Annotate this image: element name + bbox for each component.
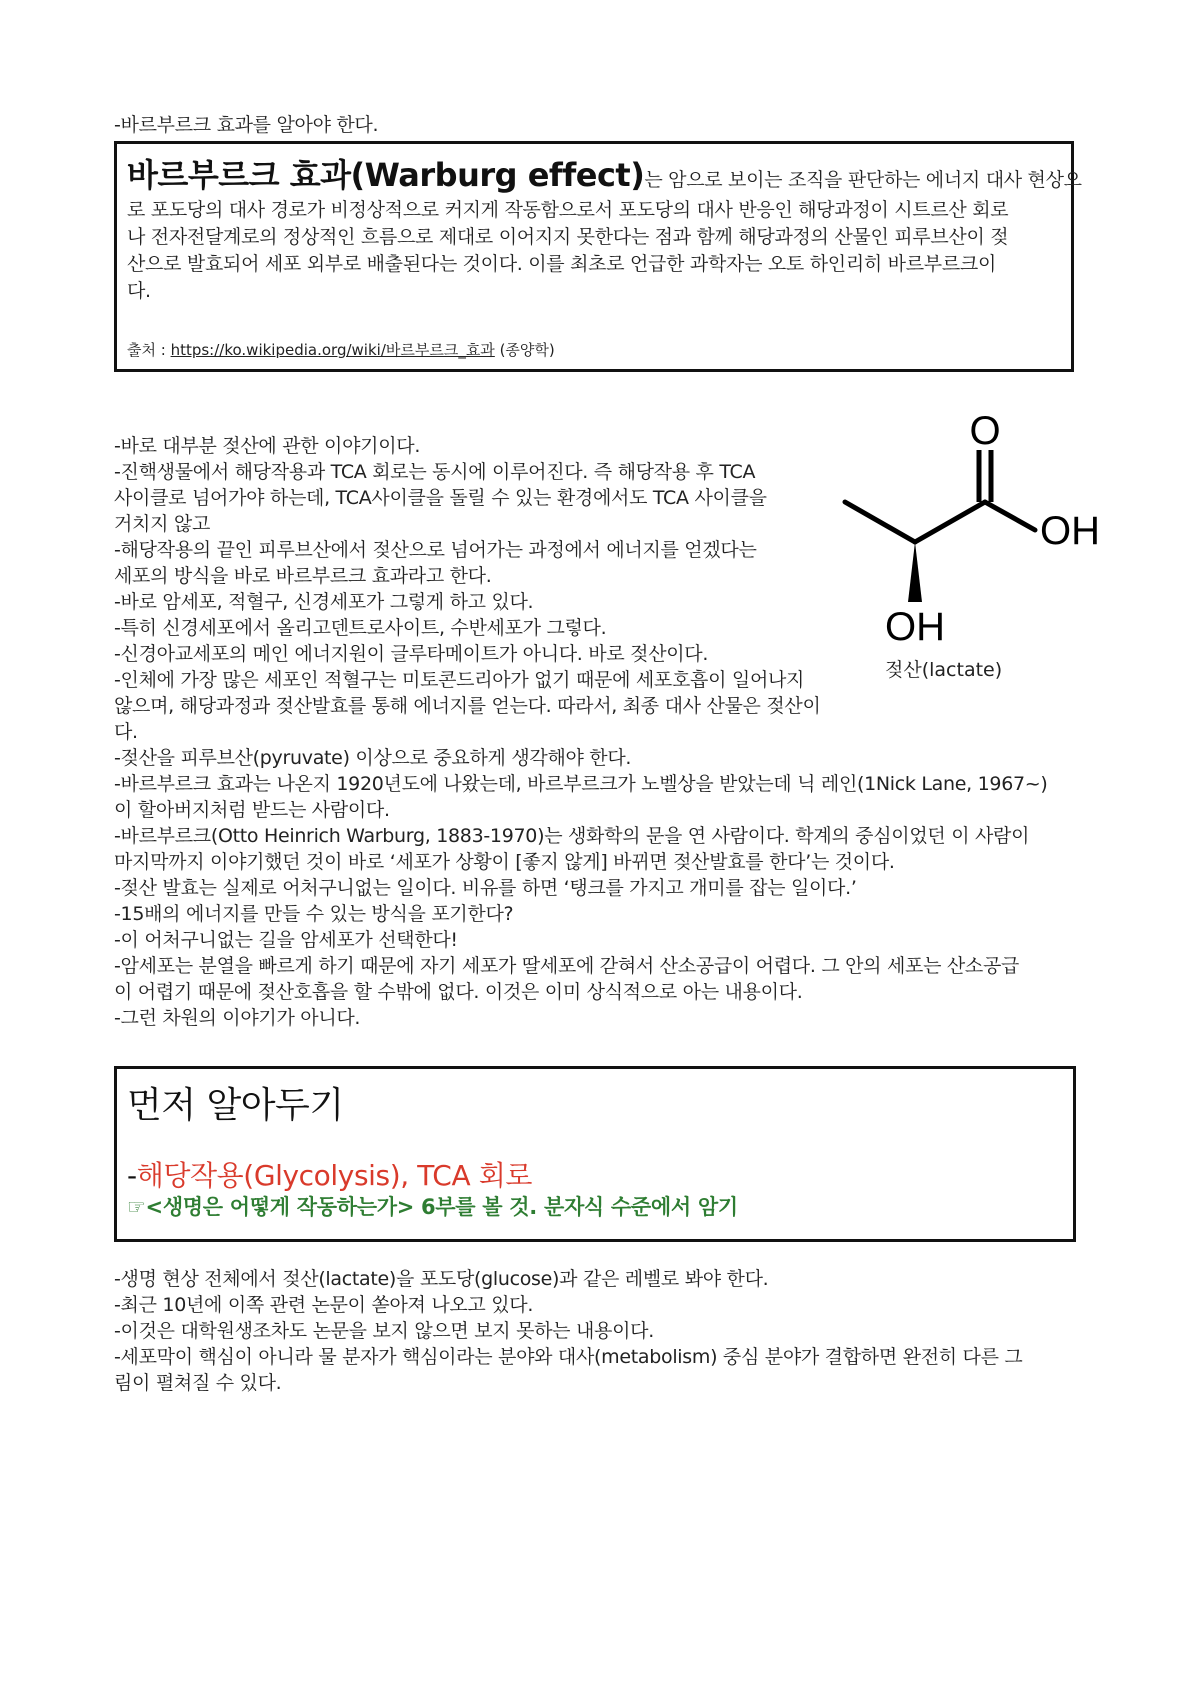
lactate-structure-diagram bbox=[835, 412, 1100, 652]
bottom-notes bbox=[114, 1266, 1022, 1396]
note-line: -15배의 에너지를 만들 수 있는 방식을 포기한다? bbox=[114, 903, 514, 925]
note-line: 이 어렵기 때문에 젖산호흡을 할 수밖에 없다. 이것은 이미 상식적으로 아는 내용이다. bbox=[114, 981, 803, 1003]
hydroxyl-right-label: OH bbox=[1040, 509, 1100, 553]
note-line: -암세포는 분열을 빠르게 하기 때문에 자기 세포가 딸세포에 갇혀서 산소공급이 어렵다. 그 안의 세포는 산소공급 bbox=[114, 955, 1020, 977]
note-line: -신경아교세포의 메인 에너지원이 글루타메이트가 아니다. 바로 젖산이다. bbox=[114, 643, 709, 665]
source-citation bbox=[127, 339, 555, 360]
lactate-caption: 젖산(lactate) bbox=[885, 659, 1003, 681]
note-line: -바르부르크(Otto Heinrich Warburg, 1883-1970)는 생화학의 문을 연 사람이다. 학계의 중심이었던 이 사람이 bbox=[114, 825, 1030, 847]
note-line: -해당작용의 끝인 피루브산에서 젖산으로 넘어가는 과정에서 에너지를 얻겠다는 bbox=[114, 539, 757, 561]
note-line: -생명 현상 전체에서 젖산(lactate)을 포도당(glucose)과 같은 레벨로 봐야 한다. bbox=[114, 1268, 769, 1290]
note-line: -젖산을 피루브산(pyruvate) 이상으로 중요하게 생각해야 한다. bbox=[114, 747, 632, 769]
intro-line: -바르부르크 효과를 알아야 한다. bbox=[114, 114, 379, 136]
note-line: -최근 10년에 이쪽 관련 논문이 쏟아져 나오고 있다. bbox=[114, 1294, 534, 1316]
source-link[interactable]: https://ko.wikipedia.org/wiki/바르부르크_효과 bbox=[170, 341, 495, 359]
source-suffix: (종양학) bbox=[494, 341, 555, 359]
oxygen-label: O bbox=[969, 412, 1001, 453]
note-line: -이것은 대학원생조차도 논문을 보지 않으면 보지 못하는 내용이다. bbox=[114, 1320, 654, 1342]
definition-first-line bbox=[127, 156, 1082, 197]
first-to-know-title: 먼저 알아두기 bbox=[127, 1085, 344, 1126]
definition-line-3: 나 전자전달계로의 정상적인 흐름으로 제대로 이어지지 못한다는 점과 함께 해당과정의 산물인 피루브산이 젖 bbox=[127, 226, 1009, 248]
note-line: 다. bbox=[114, 721, 138, 743]
topic-dash: - bbox=[127, 1159, 137, 1192]
source-label: 출처 : bbox=[127, 341, 171, 359]
note-line: -바로 대부분 젖산에 관한 이야기이다. bbox=[114, 435, 421, 457]
definition-term: 바르부르크 효과(Warburg effect) bbox=[127, 156, 645, 194]
bond-hydroxyl-right bbox=[985, 502, 1035, 530]
first-to-know-note: ☞<생명은 어떻게 작동하는가> 6부를 볼 것. 분자식 수준에서 암기 bbox=[127, 1195, 738, 1219]
bond-methyl bbox=[845, 502, 915, 542]
note-line: 사이클로 넘어가야 하는데, TCA사이클을 돌릴 수 있는 환경에서도 TCA 사이클을 bbox=[114, 487, 767, 509]
definition-line-5: 다. bbox=[127, 280, 151, 302]
note-line: -진핵생물에서 해당작용과 TCA 회로는 동시에 이루어진다. 즉 해당작용 후 TCA bbox=[114, 461, 756, 483]
definition-line-1: 는 암으로 보이는 조직을 판단하는 에너지 대사 현상으 bbox=[644, 169, 1082, 191]
definition-box bbox=[114, 141, 1082, 372]
note-line: 거치지 않고 bbox=[114, 513, 211, 535]
definition-line-2: 로 포도당의 대사 경로가 비정상적으로 커지게 작동함으로서 포도당의 대사 반응인 해당과정이 시트르산 회로 bbox=[127, 199, 1009, 221]
note-line: 마지막까지 이야기했던 것이 바로 ‘세포가 상황이 [좋지 않게] 바뀌면 젖산발효를 한다’는 것이다. bbox=[114, 851, 895, 873]
first-to-know-box bbox=[114, 1066, 1076, 1242]
note-line: -바르부르크 효과는 나온지 1920년도에 나왔는데, 바르부르크가 노벨상을 받았는데 닉 레인(1Nick Lane, 1967~) bbox=[114, 773, 1048, 795]
definition-line-4: 산으로 발효되어 세포 외부로 배출된다는 것이다. 이를 최초로 언급한 과학자는 오토 하인리히 바르부르크이 bbox=[127, 253, 996, 275]
bond-carboxyl bbox=[915, 502, 985, 542]
topic-glycolysis-tca: 해당작용(Glycolysis), TCA 회로 bbox=[136, 1159, 533, 1192]
note-line: -젖산 발효는 실제로 어처구니없는 일이다. 비유를 하면 ‘탱크를 가지고 개미를 잡는 일이다.’ bbox=[114, 877, 857, 899]
note-line: -이 어처구니없는 길을 암세포가 선택한다! bbox=[114, 929, 458, 951]
note-line: -바로 암세포, 적혈구, 신경세포가 그렇게 하고 있다. bbox=[114, 591, 534, 613]
note-line: 않으며, 해당과정과 젖산발효를 통해 에너지를 얻는다. 따라서, 최종 대사 산물은 젖산이 bbox=[114, 695, 821, 717]
note-line: 세포의 방식을 바로 바르부르크 효과라고 한다. bbox=[114, 565, 492, 587]
wedge-bond bbox=[908, 542, 922, 602]
first-to-know-topic bbox=[127, 1154, 532, 1194]
note-line: -세포막이 핵심이 아니라 물 분자가 핵심이라는 분야와 대사(metabolism) 중심 분야가 결합하면 완전히 다른 그 bbox=[114, 1346, 1023, 1368]
note-line: -인체에 가장 많은 세포인 적혈구는 미토콘드리아가 없기 때문에 세포호흡이 일어나지 bbox=[114, 669, 805, 691]
note-line: -특히 신경세포에서 올리고덴트로사이트, 수반세포가 그렇다. bbox=[114, 617, 607, 639]
note-line: -그런 차원의 이야기가 아니다. bbox=[114, 1007, 361, 1029]
note-line: 이 할아버지처럼 받드는 사람이다. bbox=[114, 799, 390, 821]
note-line: 림이 펼쳐질 수 있다. bbox=[114, 1372, 282, 1394]
hydroxyl-bottom-label: OH bbox=[885, 605, 945, 649]
